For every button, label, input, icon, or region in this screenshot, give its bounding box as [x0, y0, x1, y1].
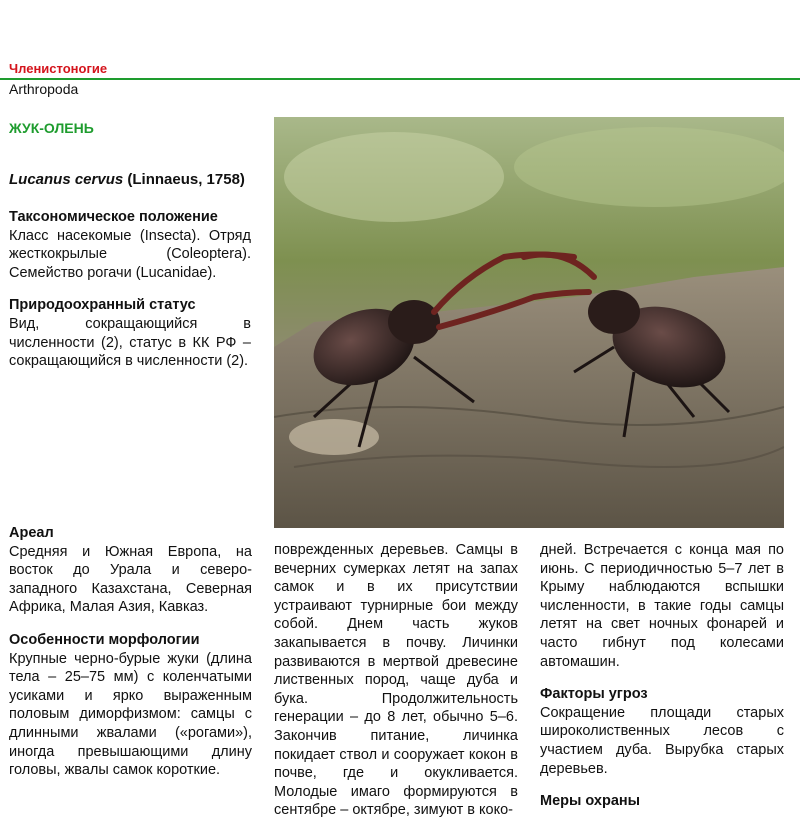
right-column	[540, 541, 784, 811]
left-column-top	[9, 208, 251, 371]
latin-author: (Linnaeus, 1758)	[123, 171, 245, 188]
range-text: Средняя и Южная Европа, на восток до Урала и северо-западного Казахстана, Северная Африка, Малая Азия, Кавказ.	[9, 543, 252, 616]
range-heading: Ареал	[9, 525, 54, 541]
section-subtitle: Arthropoda	[9, 81, 79, 97]
status-text: Вид, сокращающийся в численности (2), статус в КК РФ – сокращающийся в численности (2).	[9, 315, 251, 370]
status-heading: Природоохранный статус	[9, 297, 196, 314]
morphology-heading: Особенности морфологии	[9, 631, 200, 648]
biology-text: поврежденных деревьев. Самцы в вечерних сумерках летят на запах самок и в их присутствии устраивают турнирные бои между собой. Днем часть жуков закапывается в почву. Личинки развиваются в мертвой древесине лиственных пород, чаще дуба и бука. Продолжительность генерации – до 8 лет, обычно 5–6. Закончив питание, личинка покидает ствол и сооружает кокон в почве, где и окукливается. Молодые имаго формируются в сентябре – октябре, зимуют в коко-	[274, 542, 518, 819]
section-divider	[0, 78, 800, 80]
morphology-text: Крупные черно-бурые жуки (длина тела – 25–75 мм) с коленчатыми усиками и ярко выраженным половым диморфизмом: самцы с длинными жвалами («рогами»), иногда превышающими длину головы, жвалы самок короткие.	[9, 650, 252, 779]
threats-heading: Факторы угроз	[540, 686, 648, 703]
species-latin-name	[9, 171, 245, 188]
protection-heading: Меры охраны	[540, 793, 641, 810]
species-title: ЖУК-ОЛЕНЬ	[9, 120, 94, 136]
col3-text: дней. Встречается с конца мая по июнь. С периодичностью 5–7 лет в Крыму наблюдаются вспышки численности, в такие годы самцы летят на свет ночных фонарей и часто гибнут под колесами автомашин.	[540, 542, 784, 670]
middle-column	[274, 541, 518, 820]
left-column-bottom	[9, 524, 252, 780]
taxonomy-heading: Таксономическое положение	[9, 209, 218, 225]
section-title: Членистоногие	[9, 61, 108, 76]
latin-binomial: Lucanus cervus	[9, 171, 124, 188]
threats-text: Сокращение площади старых широколиственных лесов с участием дуба. Вырубка старых деревьев.	[540, 704, 784, 777]
stag-beetle-photo	[274, 117, 784, 528]
photo-illustration	[274, 117, 784, 528]
taxonomy-text: Класс насекомые (Insecta). Отряд жесткокрылые (Coleoptera). Семейство рогачи (Lucanidae).	[9, 227, 251, 281]
